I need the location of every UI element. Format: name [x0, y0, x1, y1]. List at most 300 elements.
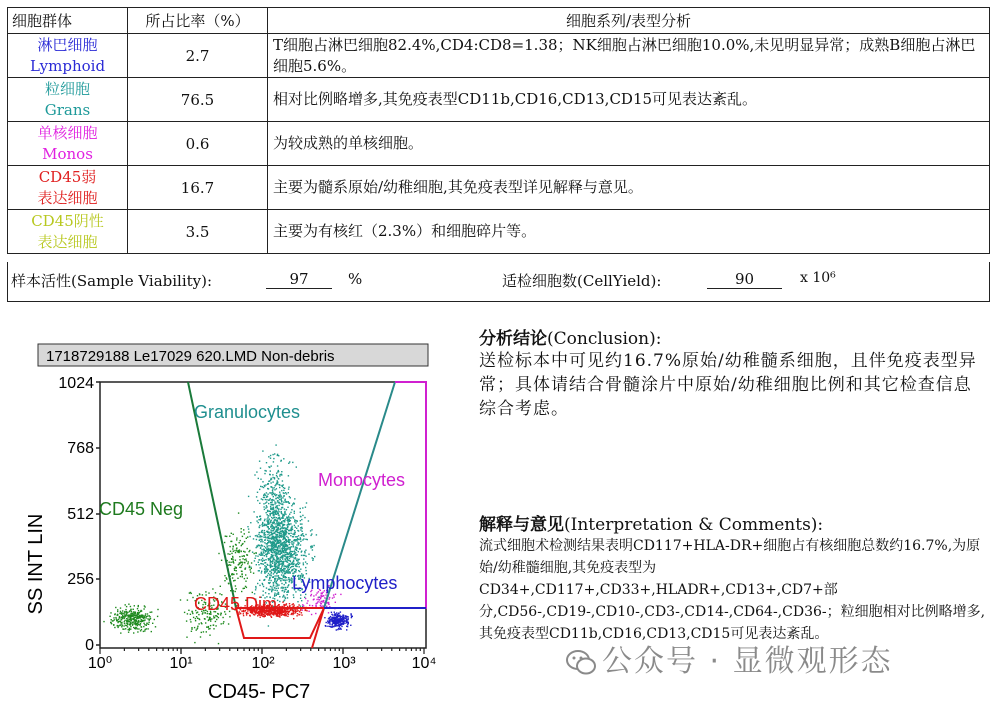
scatter-point [135, 613, 136, 614]
scatter-point [274, 559, 275, 560]
scatter-point [301, 523, 302, 524]
scatter-point [329, 597, 330, 598]
scatter-point [339, 626, 340, 627]
scatter-point [143, 608, 144, 609]
scatter-point [230, 562, 231, 563]
scatter-point [277, 500, 278, 501]
scatter-point [264, 546, 265, 547]
scatter-point [277, 476, 278, 477]
scatter-point [281, 521, 282, 522]
scatter-point [209, 617, 210, 618]
scatter-point [282, 556, 283, 557]
y-tick-label: 1024 [58, 375, 94, 392]
scatter-point [248, 496, 249, 497]
scatter-point [278, 592, 279, 593]
scatter-point [235, 591, 236, 592]
scatter-point [281, 490, 282, 491]
scatter-point [253, 538, 254, 539]
scatter-point [246, 560, 247, 561]
scatter-point [320, 603, 321, 604]
scatter-point [137, 625, 138, 626]
scatter-point [124, 612, 125, 613]
scatter-point [263, 614, 264, 615]
scatter-point [259, 527, 260, 528]
scatter-point [258, 536, 259, 537]
scatter-point [146, 625, 147, 626]
scatter-point [304, 517, 305, 518]
scatter-point [273, 585, 274, 586]
y-tick-label: 256 [67, 571, 94, 588]
scatter-point [205, 591, 206, 592]
scatter-point [293, 536, 294, 537]
scatter-point [298, 535, 299, 536]
scatter-point [258, 519, 259, 520]
scatter-point [271, 554, 272, 555]
scatter-point [272, 474, 273, 475]
scatter-point [281, 544, 282, 545]
scatter-point [291, 530, 292, 531]
scatter-point [121, 612, 122, 613]
yield-unit: x 10⁶ [800, 270, 836, 286]
scatter-point [242, 543, 243, 544]
scatter-point [128, 604, 129, 605]
scatter-point [281, 498, 282, 499]
scatter-point [275, 545, 276, 546]
scatter-point [254, 474, 255, 475]
scatter-point [267, 520, 268, 521]
scatter-point [121, 619, 122, 620]
scatter-point [235, 566, 236, 567]
scatter-point [287, 520, 288, 521]
scatter-point [271, 508, 272, 509]
scatter-point [272, 566, 273, 567]
scatter-point [293, 563, 294, 564]
scatter-point [285, 587, 286, 588]
scatter-point [121, 617, 122, 618]
scatter-point [130, 617, 131, 618]
scatter-point [122, 615, 123, 616]
scatter-point [145, 613, 146, 614]
scatter-point [282, 497, 283, 498]
scatter-point [271, 591, 272, 592]
scatter-point [294, 503, 295, 504]
scatter-point [244, 533, 245, 534]
scatter-point [291, 614, 292, 615]
scatter-point [263, 497, 264, 498]
scatter-point [259, 461, 260, 462]
population-percentage: 76.5 [128, 78, 268, 122]
scatter-point [276, 473, 277, 474]
scatter-point [276, 585, 277, 586]
scatter-point [220, 614, 221, 615]
scatter-point [250, 571, 251, 572]
scatter-point [188, 610, 189, 611]
scatter-point [278, 471, 279, 472]
scatter-point [230, 565, 231, 566]
scatter-point [277, 532, 278, 533]
scatter-point [277, 580, 278, 581]
population-name: CD45阴性 表达细胞 [8, 210, 128, 254]
scatter-point [284, 508, 285, 509]
scatter-point [244, 551, 245, 552]
scatter-point [278, 610, 279, 611]
scatter-point [135, 615, 136, 616]
scatter-point [260, 567, 261, 568]
scatter-point [285, 559, 286, 560]
scatter-point [263, 506, 264, 507]
scatter-point [124, 623, 125, 624]
scatter-point [284, 549, 285, 550]
scatter-point [274, 503, 275, 504]
viability-unit: % [348, 270, 363, 288]
scatter-point [289, 533, 290, 534]
scatter-point [254, 560, 255, 561]
scatter-point [313, 558, 314, 559]
scatter-point [279, 487, 280, 488]
scatter-point [255, 535, 256, 536]
scatter-point [271, 542, 272, 543]
scatter-point [286, 570, 287, 571]
scatter-point [143, 623, 144, 624]
scatter-point [288, 569, 289, 570]
scatter-point [233, 551, 234, 552]
scatter-point [300, 527, 301, 528]
scatter-point [134, 605, 135, 606]
scatter-point [331, 612, 332, 613]
scatter-point [115, 617, 116, 618]
scatter-point [279, 503, 280, 504]
scatter-point [296, 466, 297, 467]
scatter-point [269, 571, 270, 572]
scatter-point [274, 568, 275, 569]
scatter-point [300, 520, 301, 521]
scatter-point [283, 579, 284, 580]
scatter-point [138, 621, 139, 622]
scatter-point [297, 560, 298, 561]
scatter-point [111, 623, 112, 624]
scatter-point [282, 480, 283, 481]
scatter-point [118, 619, 119, 620]
scatter-point [301, 555, 302, 556]
scatter-point [218, 617, 219, 618]
scatter-point [274, 575, 275, 576]
scatter-point [273, 522, 274, 523]
scatter-point [290, 551, 291, 552]
scatter-point [137, 608, 138, 609]
table-row [8, 122, 990, 166]
scatter-point [335, 602, 336, 603]
scatter-point [303, 605, 304, 606]
scatter-point [149, 619, 150, 620]
scatter-point [232, 557, 233, 558]
scatter-point [287, 616, 288, 617]
scatter-point [147, 613, 148, 614]
scatter-point [132, 622, 133, 623]
scatter-point [272, 494, 273, 495]
scatter-point [286, 592, 287, 593]
scatter-point [281, 615, 282, 616]
scatter-point [264, 542, 265, 543]
scatter-point [256, 496, 257, 497]
scatter-point [262, 530, 263, 531]
scatter-point [315, 613, 316, 614]
scatter-point [277, 454, 278, 455]
population-description: 相对比例略增多,其免疫表型CD11b,CD16,CD13,CD15可见表达紊乱。 [268, 78, 990, 122]
scatter-point [284, 521, 285, 522]
scatter-point [132, 618, 133, 619]
scatter-point [287, 529, 288, 530]
scatter-point [285, 582, 286, 583]
scatter-point [144, 624, 145, 625]
scatter-point [342, 622, 343, 623]
scatter-point [281, 560, 282, 561]
scatter-point [253, 614, 254, 615]
scatter-point [332, 626, 333, 627]
scatter-point [191, 627, 192, 628]
scatter-point [259, 489, 260, 490]
scatter-point [233, 574, 234, 575]
scatter-point [274, 532, 275, 533]
scatter-point [300, 508, 301, 509]
scatter-point [291, 543, 292, 544]
scatter-point [266, 556, 267, 557]
scatter-point [241, 528, 242, 529]
scatter-point [278, 557, 279, 558]
scatter-point [329, 624, 330, 625]
table-row [8, 34, 990, 78]
scatter-point [277, 578, 278, 579]
scatter-point [280, 570, 281, 571]
scatter-point [298, 559, 299, 560]
scatter-point [287, 606, 288, 607]
scatter-point [267, 569, 268, 570]
x-tick-label: 10³ [332, 655, 356, 672]
scatter-point [311, 614, 312, 615]
scatter-point [294, 513, 295, 514]
x-axis-label: CD45- PC7 [208, 681, 311, 703]
scatter-point [229, 616, 230, 617]
scatter-point [294, 519, 295, 520]
scatter-point [301, 600, 302, 601]
scatter-point [263, 591, 264, 592]
scatter-point [305, 534, 306, 535]
scatter-point [302, 609, 303, 610]
scatter-point [273, 500, 274, 501]
scatter-point [293, 597, 294, 598]
scatter-point [223, 621, 224, 622]
scatter-point [273, 507, 274, 508]
scatter-point [246, 614, 247, 615]
scatter-point [251, 562, 252, 563]
scatter-point [284, 591, 285, 592]
scatter-point [278, 575, 279, 576]
scatter-point [139, 612, 140, 613]
scatter-point [296, 520, 297, 521]
scatter-point [286, 561, 287, 562]
scatter-point [233, 580, 234, 581]
scatter-point [216, 615, 217, 616]
scatter-point [233, 546, 234, 547]
scatter-point [262, 532, 263, 533]
scatter-point [285, 598, 286, 599]
scatter-point [206, 626, 207, 627]
scatter-point [258, 522, 259, 523]
scatter-point [281, 503, 282, 504]
scatter-point [200, 636, 201, 637]
scatter-point [289, 539, 290, 540]
scatter-point [271, 533, 272, 534]
scatter-point [194, 627, 195, 628]
scatter-point [276, 488, 277, 489]
scatter-point [213, 616, 214, 617]
scatter-point [270, 541, 271, 542]
scatter-point [257, 516, 258, 517]
scatter-point [295, 558, 296, 559]
scatter-point [201, 622, 202, 623]
scatter-point [280, 609, 281, 610]
scatter-point [283, 520, 284, 521]
scatter-point [283, 533, 284, 534]
scatter-point [247, 548, 248, 549]
scatter-point [286, 548, 287, 549]
scatter-point [287, 597, 288, 598]
scatter-point [286, 558, 287, 559]
scatter-point [305, 507, 306, 508]
watermark: 公众号 · 显微观形态 [566, 636, 893, 680]
scatter-point [263, 552, 264, 553]
scatter-point [329, 620, 330, 621]
scatter-point [126, 611, 127, 612]
scatter-point [264, 572, 265, 573]
scatter-point [265, 547, 266, 548]
scatter-point [287, 519, 288, 520]
scatter-point [337, 614, 338, 615]
scatter-point [281, 474, 282, 475]
scatter-point [294, 498, 295, 499]
scatter-point [268, 558, 269, 559]
scatter-point [235, 588, 236, 589]
scatter-point [275, 536, 276, 537]
scatter-point [290, 533, 291, 534]
scatter-point [304, 555, 305, 556]
scatter-point [295, 611, 296, 612]
scatter-point [140, 630, 141, 631]
scatter-point [285, 611, 286, 612]
scatter-point [124, 621, 125, 622]
scatter-point [339, 621, 340, 622]
population-percentage: 2.7 [128, 34, 268, 78]
scatter-point [271, 561, 272, 562]
scatter-point [320, 595, 321, 596]
scatter-point [284, 569, 285, 570]
scatter-point [250, 522, 251, 523]
scatter-point [280, 550, 281, 551]
scatter-point [257, 492, 258, 493]
scatter-point [281, 553, 282, 554]
scatter-point [344, 620, 345, 621]
scatter-point [302, 604, 303, 605]
scatter-point [283, 487, 284, 488]
scatter-point [241, 531, 242, 532]
scatter-point [283, 484, 284, 485]
scatter-point [123, 629, 124, 630]
scatter-point [322, 605, 323, 606]
scatter-point [130, 613, 131, 614]
scatter-point [238, 512, 239, 513]
scatter-point [267, 518, 268, 519]
scatter-point [197, 618, 198, 619]
scatter-point [325, 594, 326, 595]
scatter-point [285, 589, 286, 590]
scatter-point [274, 562, 275, 563]
scatter-point [146, 616, 147, 617]
scatter-point [128, 632, 129, 633]
scatter-point [248, 528, 249, 529]
scatter-point [204, 618, 205, 619]
scatter-point [351, 614, 352, 615]
scatter-point [295, 555, 296, 556]
scatter-point [138, 610, 139, 611]
scatter-point [289, 530, 290, 531]
scatter-point [260, 516, 261, 517]
scatter-point [127, 626, 128, 627]
conclusion-text: 送检标本中可见约16.7%原始/幼稚髓系细胞，且伴免疫表型异常；具体请结合骨髓涂片中原始/幼稚细胞比例和其它检查信息综合考虑。 [479, 351, 977, 419]
scatter-point [281, 568, 282, 569]
population-name: 单核细胞 Monos [8, 122, 128, 166]
scatter-point [124, 615, 125, 616]
wechat-icon [566, 649, 596, 677]
scatter-point [325, 625, 326, 626]
scatter-point [285, 571, 286, 572]
scatter-point [242, 562, 243, 563]
scatter-point [110, 612, 111, 613]
scatter-point [248, 561, 249, 562]
scatter-point [276, 575, 277, 576]
scatter-point [313, 599, 314, 600]
scatter-point [284, 568, 285, 569]
scatter-point [134, 617, 135, 618]
scatter-point [241, 545, 242, 546]
scatter-point [334, 614, 335, 615]
scatter-point [279, 612, 280, 613]
scatter-point [344, 616, 345, 617]
scatter-point [274, 543, 275, 544]
scatter-point [268, 536, 269, 537]
scatter-point [296, 566, 297, 567]
scatter-point [262, 481, 263, 482]
scatter-point [253, 511, 254, 512]
conclusion-heading: 分析结论(Conclusion): [479, 329, 662, 349]
interpretation-heading: 解释与意见(Interpretation & Comments): [479, 515, 824, 535]
scatter-point [256, 471, 257, 472]
scatter-point [288, 492, 289, 493]
scatter-point [280, 541, 281, 542]
scatter-point [209, 635, 210, 636]
scatter-point [301, 551, 302, 552]
scatter-point [266, 506, 267, 507]
scatter-point [278, 550, 279, 551]
scatter-point [346, 619, 347, 620]
scatter-point [310, 546, 311, 547]
scatter-point [266, 571, 267, 572]
scatter-point [290, 567, 291, 568]
scatter-point [245, 574, 246, 575]
scatter-point [275, 444, 276, 445]
scatter-point [271, 465, 272, 466]
scatter-point [278, 505, 279, 506]
scatter-point [270, 557, 271, 558]
scatter-point [306, 502, 307, 503]
